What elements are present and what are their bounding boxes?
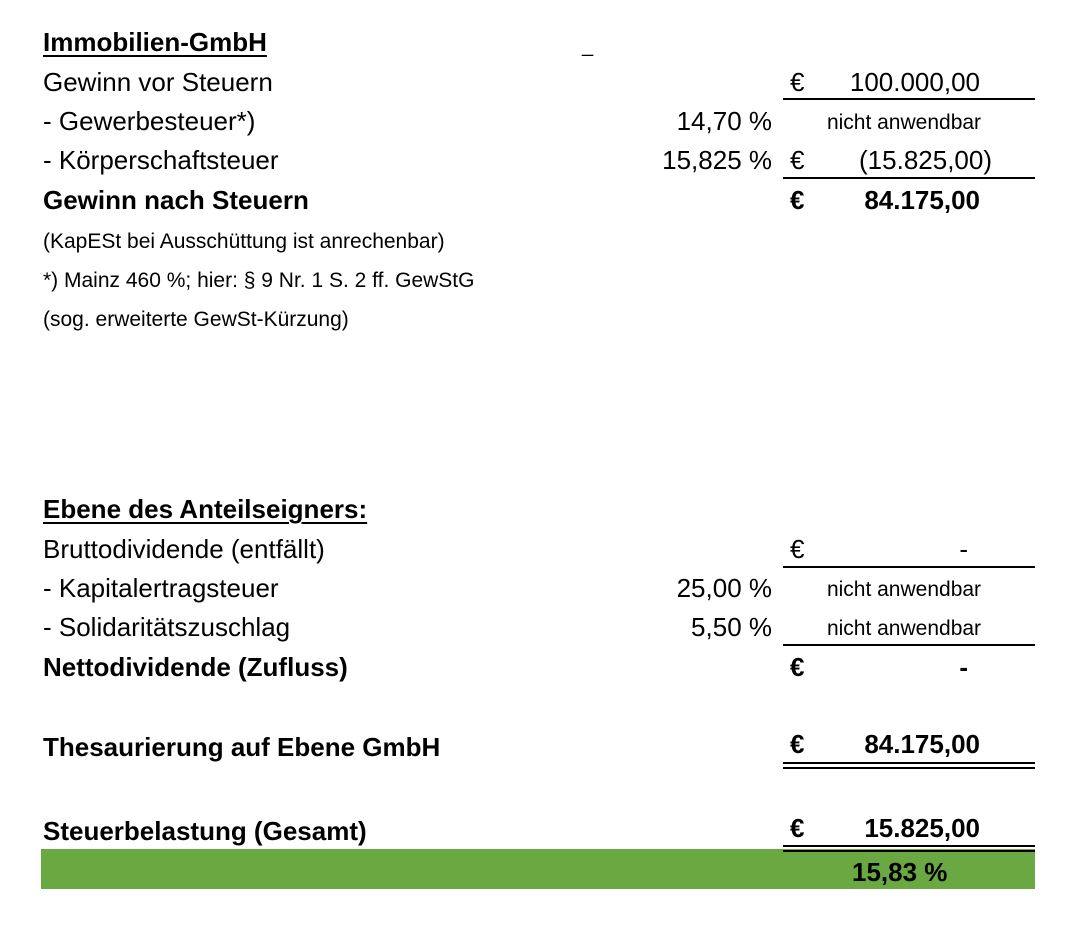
label-profit-after-tax: Gewinn nach Steuern bbox=[43, 185, 309, 215]
double-underline-retention bbox=[783, 762, 1035, 769]
value-solidarity-surcharge: nicht anwendbar bbox=[826, 617, 982, 640]
amount-profit-after-tax: 84.175,00 bbox=[864, 185, 980, 215]
rate-solidarity-surcharge: 5,50 % bbox=[691, 612, 772, 642]
amount-total-tax: 15.825,00 bbox=[864, 813, 980, 843]
currency-symbol: € bbox=[790, 652, 805, 682]
label-capital-gains-tax: - Kapitalertragsteuer bbox=[43, 573, 279, 603]
note-line: (KapESt bei Ausschüttung ist anrechenbar) bbox=[43, 230, 445, 253]
label-corporate-tax: - Körperschaftsteuer bbox=[43, 145, 279, 175]
note-line: (sog. erweiterte GewSt-Kürzung) bbox=[43, 308, 349, 331]
underline-profit-before-tax bbox=[783, 98, 1035, 100]
currency-symbol: € bbox=[790, 185, 805, 215]
total-tax-rate: 15,83 % bbox=[852, 857, 948, 887]
underline-gross-dividend bbox=[783, 566, 1035, 568]
note-line: *) Mainz 460 %; hier: § 9 Nr. 1 S. 2 ff. GewStG bbox=[43, 269, 475, 292]
currency-symbol: € bbox=[790, 729, 805, 759]
value-trade-tax: nicht anwendbar bbox=[826, 111, 982, 134]
section-title-shareholder: Ebene des Anteilseigners: bbox=[43, 494, 368, 524]
currency-symbol: € bbox=[790, 813, 805, 843]
value-capital-gains-tax: nicht anwendbar bbox=[826, 578, 982, 601]
rate-trade-tax: 14,70 % bbox=[676, 106, 772, 136]
currency-symbol: € bbox=[790, 145, 805, 175]
currency-symbol: € bbox=[790, 67, 805, 97]
amount-net-dividend: - bbox=[959, 652, 968, 682]
label-trade-tax: - Gewerbesteuer*) bbox=[43, 106, 256, 136]
amount-corporate-tax: (15.825,00) bbox=[859, 145, 992, 175]
label-total-tax: Steuerbelastung (Gesamt) bbox=[43, 816, 367, 846]
stray-mark: _ bbox=[582, 35, 594, 57]
underline-solidarity-surcharge bbox=[783, 644, 1035, 646]
amount-profit-before-tax: 100.000,00 bbox=[849, 67, 980, 97]
amount-retention: 84.175,00 bbox=[864, 729, 980, 759]
rate-corporate-tax: 15,825 % bbox=[662, 145, 772, 175]
label-profit-before-tax: Gewinn vor Steuern bbox=[43, 67, 273, 97]
label-net-dividend: Nettodividende (Zufluss) bbox=[43, 652, 348, 682]
currency-symbol: € bbox=[790, 534, 805, 564]
underline-corporate-tax bbox=[783, 177, 1035, 179]
label-solidarity-surcharge: - Solidaritätszuschlag bbox=[43, 612, 291, 642]
amount-gross-dividend: - bbox=[959, 534, 968, 564]
label-gross-dividend: Bruttodividende (entfällt) bbox=[43, 534, 325, 564]
double-underline-total-tax bbox=[783, 845, 1035, 852]
rate-capital-gains-tax: 25,00 % bbox=[676, 573, 772, 603]
label-retention: Thesaurierung auf Ebene GmbH bbox=[43, 732, 441, 762]
section-title-company: Immobilien-GmbH bbox=[43, 27, 267, 57]
